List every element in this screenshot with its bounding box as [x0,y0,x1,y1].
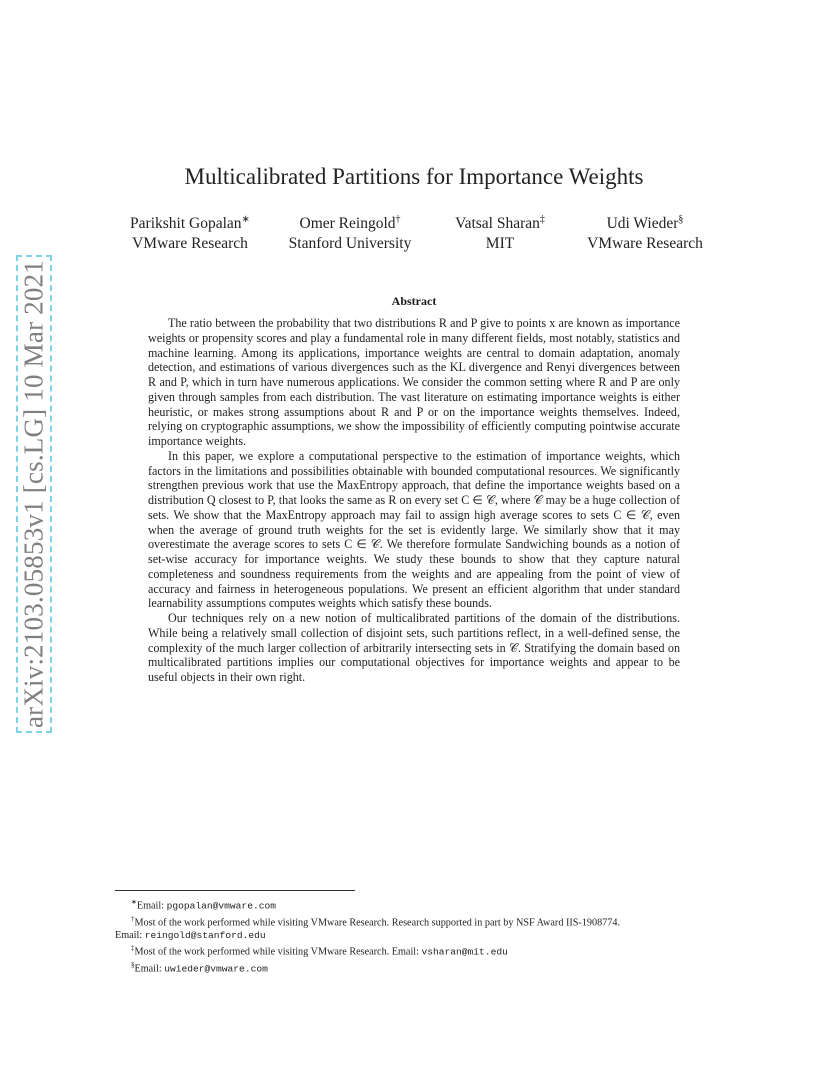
footnote: §Email: uwieder@vmware.com [131,960,268,975]
author-name: Udi Wieder [606,215,679,233]
arxiv-stamp [16,255,52,733]
email-link[interactable]: vsharan@mit.edu [421,946,508,958]
author-name: Omer Reingold [299,215,396,233]
email-link[interactable]: pgopalan@vmware.com [166,900,276,912]
abstract-body [148,316,680,685]
author-affiliation: Stanford University [288,235,412,253]
abstract-heading: Abstract [391,294,437,308]
author-mark: ‡ [539,214,545,225]
author-block [570,210,720,254]
abstract-paragraph: The ratio between the probability that two distributions R and P give to points x are known as importance weights or propensity scores and play a fundamental role in many different fields, most notably, statistics and machine learning. Among its applications, importance weights are central to domain adaptation, anomaly detection, and estimations of various divergences such as the KL divergence and Renyi divergences between R and P, which in turn have numerous applications. We consider the common setting where R and P are only given through samples from each distribution. The vast literature on estimating importance weights is either heuristic, or makes strong assumptions about R and P or on the importance weights themselves. Indeed, relying on cryptographic assumptions, we show the impossibility of efficiently computing pointwise accurate importance weights. [148,316,680,448]
author-affiliation: VMware Research [587,235,703,253]
author-block [430,210,570,254]
author-affiliation: VMware Research [132,235,248,253]
footnote: ∗Email: pgopalan@vmware.com [131,898,276,912]
abstract-paragraph: In this paper, we explore a computational perspective to the estimation of importance weights, which factors in the limitations and possibilities obtainable with bounded computational resources. We significantly strengthen previous work that use the MaxEntropy approach, that define the importance weights based on a distribution Q closest to P, that looks the same as R on every set C ∈ 𝒞, where 𝒞 may be a huge collection of sets. We show that the MaxEntropy approach may fail to assign high average scores to sets C ∈ 𝒞, even when the average of ground truth weights for the set is evidently large. We similarly show that it may overestimate the average scores to sets C ∈ 𝒞. We therefore formulate Sandwiching bounds as a notion of set-wise accuracy for importance weights. We study these bounds to show that they capture natural completeness and soundness requirements from the weights and are appealing from the point of view of accuracy and fairness in heterogeneous populations. We present an efficient algorithm that under standard learnability assumptions computes weights which satisfy these bounds. [148,448,680,611]
author-mark: § [678,214,684,225]
footnote-continuation: Email: reingold@stanford.edu [115,930,266,942]
footnote: †Most of the work performed while visiting VMware Research. Research supported in part by NSF Award IIS-1908774. [131,914,621,928]
footnote-rule [115,890,355,891]
email-link[interactable]: reingold@stanford.edu [144,930,266,942]
author-name: Vatsal Sharan [455,215,540,233]
paper-title: Multicalibrated Partitions for Importance Weights [184,164,644,189]
arxiv-identifier: arXiv:2103.05853v1 [cs.LG] 10 Mar 2021 [18,259,49,729]
footnote: ‡Most of the work performed while visiting VMware Research. Email: vsharan@mit.edu [131,944,508,958]
author-name: Parikshit Gopalan [130,215,242,233]
email-link[interactable]: uwieder@vmware.com [164,963,268,975]
footnotes [115,896,715,976]
author-block [270,210,430,254]
author-affiliation: MIT [485,235,515,253]
author-mark: ∗ [241,214,250,225]
author-block [110,210,270,254]
abstract-paragraph: Our techniques rely on a new notion of multicalibrated partitions of the domain of the distributions. While being a relatively small collection of disjoint sets, such partitions reflect, in a well-defined sense, the complexity of the much larger collection of arbitrarily intersecting sets in 𝒞. Stratifying the domain based on multicalibrated partitions implies our computational objectives for importance weights and appear to be useful objects in their own right. [148,611,680,684]
author-mark: † [395,214,401,225]
